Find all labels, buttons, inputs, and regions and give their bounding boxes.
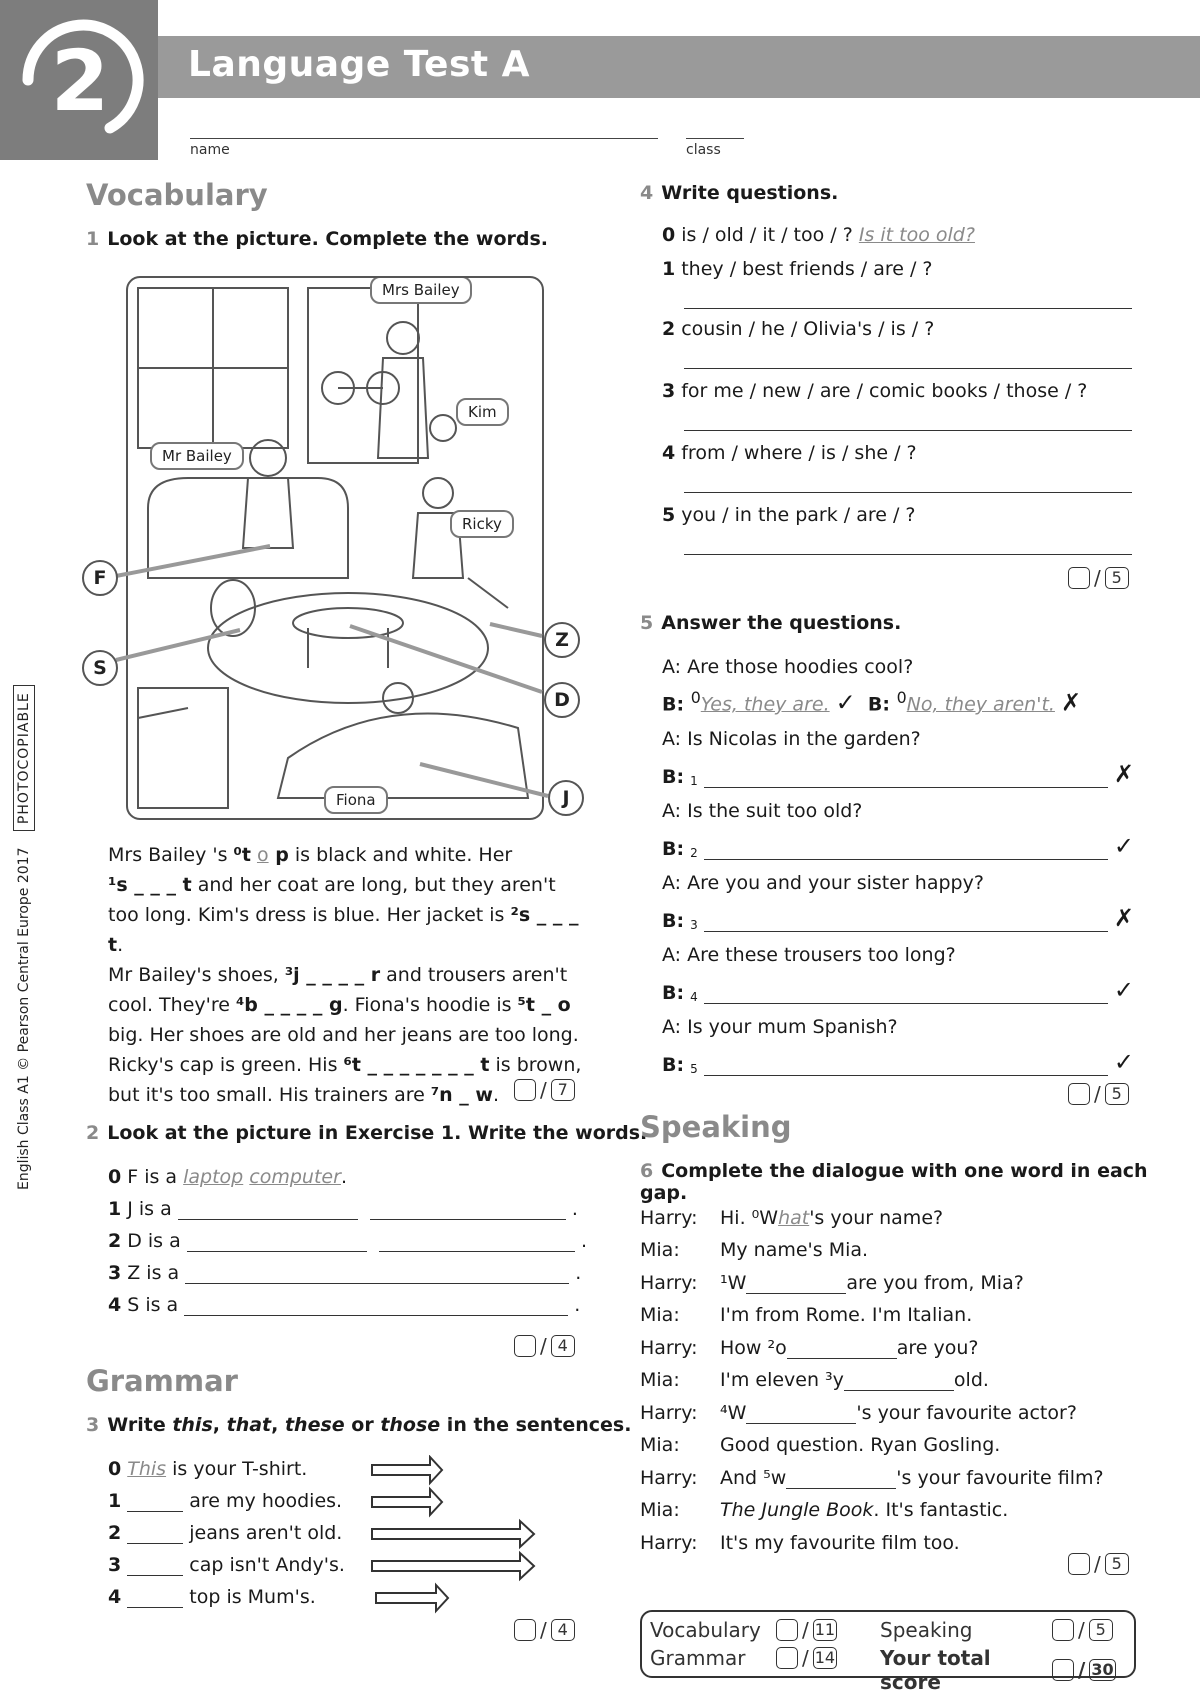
answer-line[interactable] <box>704 983 1108 1004</box>
speaking-total: Speaking / 5 <box>880 1618 1113 1642</box>
ex1-line-2: too long. Kim's dress is blue. Her jacket is ²s _ _ _ t. <box>108 904 579 956</box>
ex2-item-3: 3 Z is a . <box>108 1262 582 1284</box>
marker-f: F <box>82 560 118 596</box>
cross-icon: ✗ <box>1060 688 1082 717</box>
dialogue-line: Harry: ¹W are you from, Mia? <box>640 1271 1024 1294</box>
class-field[interactable] <box>686 138 744 139</box>
ex1-text <box>108 840 590 1110</box>
answer-blank[interactable] <box>746 1275 846 1294</box>
cross-icon: ✗ <box>1113 904 1134 932</box>
score-box[interactable] <box>514 1619 536 1641</box>
ex3-score: / 4 <box>514 1618 575 1642</box>
ex4-score: / 5 <box>1068 566 1129 590</box>
dialogue-line: Mia: My name's Mia. <box>640 1239 869 1261</box>
ex5-a5: B: $_5$ ✓ <box>662 1048 1134 1076</box>
arrow-long-icon <box>372 1553 534 1579</box>
ex2-instruction: 2 Look at the picture in Exercise 1. Write the words. <box>86 1122 648 1144</box>
answer-line[interactable] <box>704 911 1108 932</box>
marker-j: J <box>548 780 584 816</box>
arrow-short-icon <box>376 1585 448 1611</box>
ex5-instruction: 5 Answer the questions. <box>640 612 902 634</box>
answer-line[interactable] <box>704 839 1108 860</box>
ex5-q4: A: Are these trousers too long? <box>662 944 956 966</box>
ex3-item-4: 4 top is Mum's. <box>108 1586 316 1608</box>
answer-blank[interactable] <box>127 1543 183 1544</box>
ex5-a1: B: $_1$ ✗ <box>662 760 1134 788</box>
tick-icon: ✓ <box>1113 1048 1134 1076</box>
ex3-item-1: 1 are my hoodies. <box>108 1490 343 1512</box>
tick-icon: ✓ <box>835 688 856 717</box>
ex3-item-0: 0 This is your T-shirt. <box>108 1458 308 1480</box>
ex5-a3: B: $_3$ ✗ <box>662 904 1134 932</box>
ex5-example-answer: B: $^0$Yes, they are. ✓ B: $^0$No, they aren't. ✗ <box>662 688 1082 717</box>
answer-line[interactable] <box>704 767 1108 788</box>
ex4-item-4: 4 from / where / is / she / ? <box>662 442 917 464</box>
label-mrs-bailey: Mrs Bailey <box>370 276 472 304</box>
ex5-q1: A: Is Nicolas in the garden? <box>662 728 921 750</box>
arrow-long-icon <box>372 1521 534 1547</box>
answer-blank[interactable] <box>379 1251 575 1252</box>
dialogue-line: Harry: Hi. ⁰W hat 's your name? <box>640 1206 944 1229</box>
ex4-item-5: 5 you / in the park / are / ? <box>662 504 916 526</box>
dialogue-line: Harry: It's my favourite film too. <box>640 1531 960 1554</box>
tick-icon: ✓ <box>1113 976 1134 1004</box>
marker-d: D <box>544 682 580 718</box>
answer-line[interactable] <box>684 350 1132 369</box>
answer-line[interactable] <box>704 1055 1108 1076</box>
ex1-line-1: ¹s _ _ _ t and her coat are long, but they aren't <box>108 874 556 896</box>
answer-line[interactable] <box>684 412 1132 431</box>
score-box[interactable] <box>1068 1083 1090 1105</box>
ex2-item-2: 2 D is a . <box>108 1230 587 1252</box>
ex1-score: / 7 <box>514 1078 575 1102</box>
vocabulary-heading: Vocabulary <box>86 178 268 212</box>
label-fiona: Fiona <box>324 786 388 814</box>
page-title: Language Test A <box>188 44 530 85</box>
answer-blank[interactable] <box>127 1607 183 1608</box>
score-box[interactable] <box>1068 567 1090 589</box>
label-ricky: Ricky <box>450 510 514 538</box>
dialogue-line: Mia: The Jungle Book . It's fantastic. <box>640 1499 1009 1521</box>
ex3-item-2: 2 jeans aren't old. <box>108 1522 343 1544</box>
ex5-score: / 5 <box>1068 1082 1129 1106</box>
ex4-item-1: 1 they / best friends / are / ? <box>662 258 933 280</box>
ex3-arrows <box>370 1455 550 1615</box>
answer-line[interactable] <box>684 290 1132 309</box>
answer-blank[interactable] <box>127 1511 183 1512</box>
arrow-short-icon <box>372 1489 442 1515</box>
answer-blank[interactable] <box>370 1219 566 1220</box>
ex4-instruction: 4 Write questions. <box>640 182 839 204</box>
answer-blank[interactable] <box>844 1372 954 1391</box>
ex2-item-0: 0 F is a laptop computer. <box>108 1166 347 1188</box>
dialogue-line: Mia: Good question. Ryan Gosling. <box>640 1434 1001 1456</box>
dialogue-line: Mia: I'm eleven ³y old. <box>640 1369 989 1391</box>
ex4-item-3: 3 for me / new / are / comic books / those / ? <box>662 380 1088 402</box>
dialogue-line: Harry: ⁴W 's your favourite actor? <box>640 1401 1077 1424</box>
total-score-box <box>640 1610 1136 1694</box>
ex6-score: / 5 <box>1068 1552 1129 1576</box>
marker-s: S <box>82 650 118 686</box>
vocabulary-total: Vocabulary / 11 <box>650 1618 836 1642</box>
unit-number: 2 <box>50 32 110 130</box>
ex5-q2: A: Is the suit too old? <box>662 800 863 822</box>
ex6-instruction: 6 Complete the dialogue with one word in each gap. <box>640 1160 1148 1204</box>
score-box[interactable] <box>1068 1553 1090 1575</box>
score-box[interactable] <box>1052 1659 1074 1681</box>
picture-pointer-lines <box>0 0 600 860</box>
cross-icon: ✗ <box>1113 760 1134 788</box>
label-kim: Kim <box>456 398 509 426</box>
ex5-a4: B: $_4$ ✓ <box>662 976 1134 1004</box>
overall-total: Your total score / 30 <box>880 1646 1114 1694</box>
ex3-item-3: 3 cap isn't Andy's. <box>108 1554 345 1576</box>
copyright-text: English Class A1 © Pearson Central Europe 2017 <box>16 847 32 1190</box>
class-label: class <box>686 142 721 158</box>
dialogue-line: Mia: I'm from Rome. I'm Italian. <box>640 1304 973 1326</box>
ex1-line-0: Mrs Bailey 's ⁰t o p is black and white. Her <box>108 844 513 866</box>
answer-blank[interactable] <box>184 1315 568 1316</box>
answer-blank[interactable] <box>786 1470 896 1489</box>
dialogue-line: Harry: And ⁵w 's your favourite film? <box>640 1466 1104 1489</box>
score-box[interactable] <box>1052 1619 1074 1641</box>
score-box[interactable] <box>514 1335 536 1357</box>
ex5-a2: B: $_2$ ✓ <box>662 832 1134 860</box>
answer-blank[interactable] <box>187 1251 367 1252</box>
grammar-total: Grammar / 14 <box>650 1646 836 1670</box>
name-label: name <box>190 142 230 158</box>
ex5-q5: A: Is your mum Spanish? <box>662 1016 898 1038</box>
score-box[interactable] <box>776 1647 798 1669</box>
ex1-line-7: but it's too small. His trainers are ⁷n _ w. <box>108 1084 500 1106</box>
arrow-short-icon <box>372 1457 442 1483</box>
ex4-example: 0 is / old / it / too / ? Is it too old? <box>662 224 975 246</box>
answer-line[interactable] <box>684 536 1132 555</box>
answer-blank[interactable] <box>787 1340 897 1359</box>
speaking-heading: Speaking <box>640 1110 792 1144</box>
ex2-score: / 4 <box>514 1334 575 1358</box>
answer-blank[interactable] <box>178 1219 358 1220</box>
ex1-line-6: Ricky's cap is green. His ⁶t _ _ _ _ _ _ _ t is brown, <box>108 1054 582 1076</box>
dialogue-line: Harry: How ²o are you? <box>640 1336 979 1359</box>
score-box[interactable] <box>776 1619 798 1641</box>
ex5-q3: A: Are you and your sister happy? <box>662 872 984 894</box>
ex1-instruction: 1 Look at the picture. Complete the words. <box>86 228 548 250</box>
photocopiable-label: PHOTOCOPIABLE <box>13 685 35 831</box>
label-mr-bailey: Mr Bailey <box>150 442 244 470</box>
answer-blank[interactable] <box>185 1283 569 1284</box>
answer-blank[interactable] <box>127 1575 183 1576</box>
answer-blank[interactable] <box>746 1405 856 1424</box>
marker-z: Z <box>544 622 580 658</box>
dialogue <box>640 1196 1140 1554</box>
grammar-heading: Grammar <box>86 1364 238 1398</box>
score-box[interactable] <box>514 1079 536 1101</box>
ex1-line-5: big. Her shoes are old and her jeans are too long. <box>108 1024 579 1046</box>
ex2-item-4: 4 S is a . <box>108 1294 581 1316</box>
ex1-line-3: Mr Bailey's shoes, ³j _ _ _ _ r and trousers aren't <box>108 964 568 986</box>
answer-line[interactable] <box>684 474 1132 493</box>
ex3-instruction: 3 Write this, that, these or those in the sentences. <box>86 1414 632 1436</box>
ex1-line-4: cool. They're ⁴b _ _ _ _ g. Fiona's hoodie is ⁵t _ o <box>108 994 571 1016</box>
ex5-example-question: A: Are those hoodies cool? <box>662 656 914 678</box>
ex4-item-2: 2 cousin / he / Olivia's / is / ? <box>662 318 935 340</box>
tick-icon: ✓ <box>1113 832 1134 860</box>
ex2-item-1: 1 J is a . <box>108 1198 578 1220</box>
